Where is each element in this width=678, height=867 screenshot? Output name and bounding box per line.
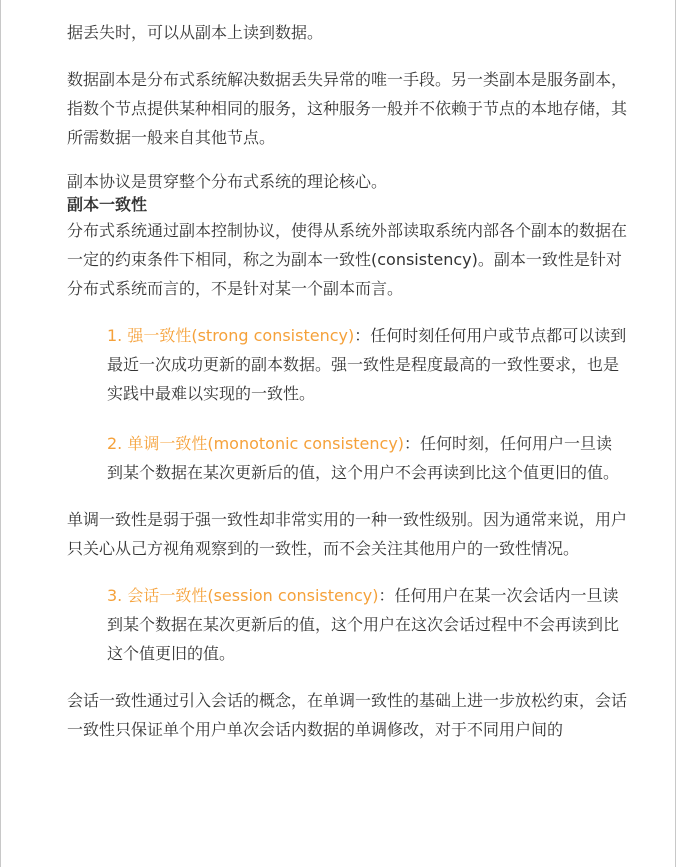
paragraph: 会话一致性通过引入会话的概念，在单调一致性的基础上进一步放松约束，会话一致性只保证单个用户单次会话内数据的单调修改，对于不同用户间的 xyxy=(67,691,628,739)
list-item-term: 1. 强一致性(strong consistency) xyxy=(107,326,355,345)
list-item-text: ：任何时刻任何用户或节点都可以读到最近一次成功更新的副本数据。强一致性是程度最高的一致性要求，也是实践中最难以实现的一致性。 xyxy=(107,326,627,403)
consistency-list xyxy=(67,321,627,487)
section-heading: 副本一致性 xyxy=(67,195,148,214)
paragraph: 单调一致性是弱于强一致性却非常实用的一种一致性级别。因为通常来说，用户只关心从己方视角观察到的一致性，而不会关注其他用户的一致性情况。 xyxy=(67,510,628,558)
paragraph: 据丢失时，可以从副本上读到数据。 xyxy=(67,23,324,42)
consistency-list xyxy=(67,581,627,668)
list-item-term: 3. 会话一致性(session consistency) xyxy=(107,586,379,605)
article-body xyxy=(67,18,627,744)
paragraph: 分布式系统通过副本控制协议，使得从系统外部读取系统内部各个副本的数据在一定的约束条件下相同，称之为副本一致性(consistency)。副本一致性是针对分布式系统而言的，不是针对某一个副本而言。 xyxy=(67,221,628,298)
list-item-text: ：任何时刻，任何用户一旦读到某个数据在某次更新后的值，这个用户不会再读到比这个值更旧的值。 xyxy=(107,434,620,482)
list-item xyxy=(107,429,627,487)
paragraph: 副本协议是贯穿整个分布式系统的理论核心。 xyxy=(67,172,388,191)
paragraph: 数据副本是分布式系统解决数据丢失异常的唯一手段。另一类副本是服务副本，指数个节点提供某种相同的服务，这种服务一般并不依赖于节点的本地存储，其所需数据一般来自其他节点。 xyxy=(67,70,628,147)
list-item-term: 2. 单调一致性(monotonic consistency) xyxy=(107,434,405,453)
list-item xyxy=(107,581,627,668)
list-item-text: ：任何用户在某一次会话内一旦读到某个数据在某次更新后的值，这个用户在这次会话过程中不会再读到比这个值更旧的值。 xyxy=(107,586,620,663)
list-item xyxy=(107,321,627,408)
